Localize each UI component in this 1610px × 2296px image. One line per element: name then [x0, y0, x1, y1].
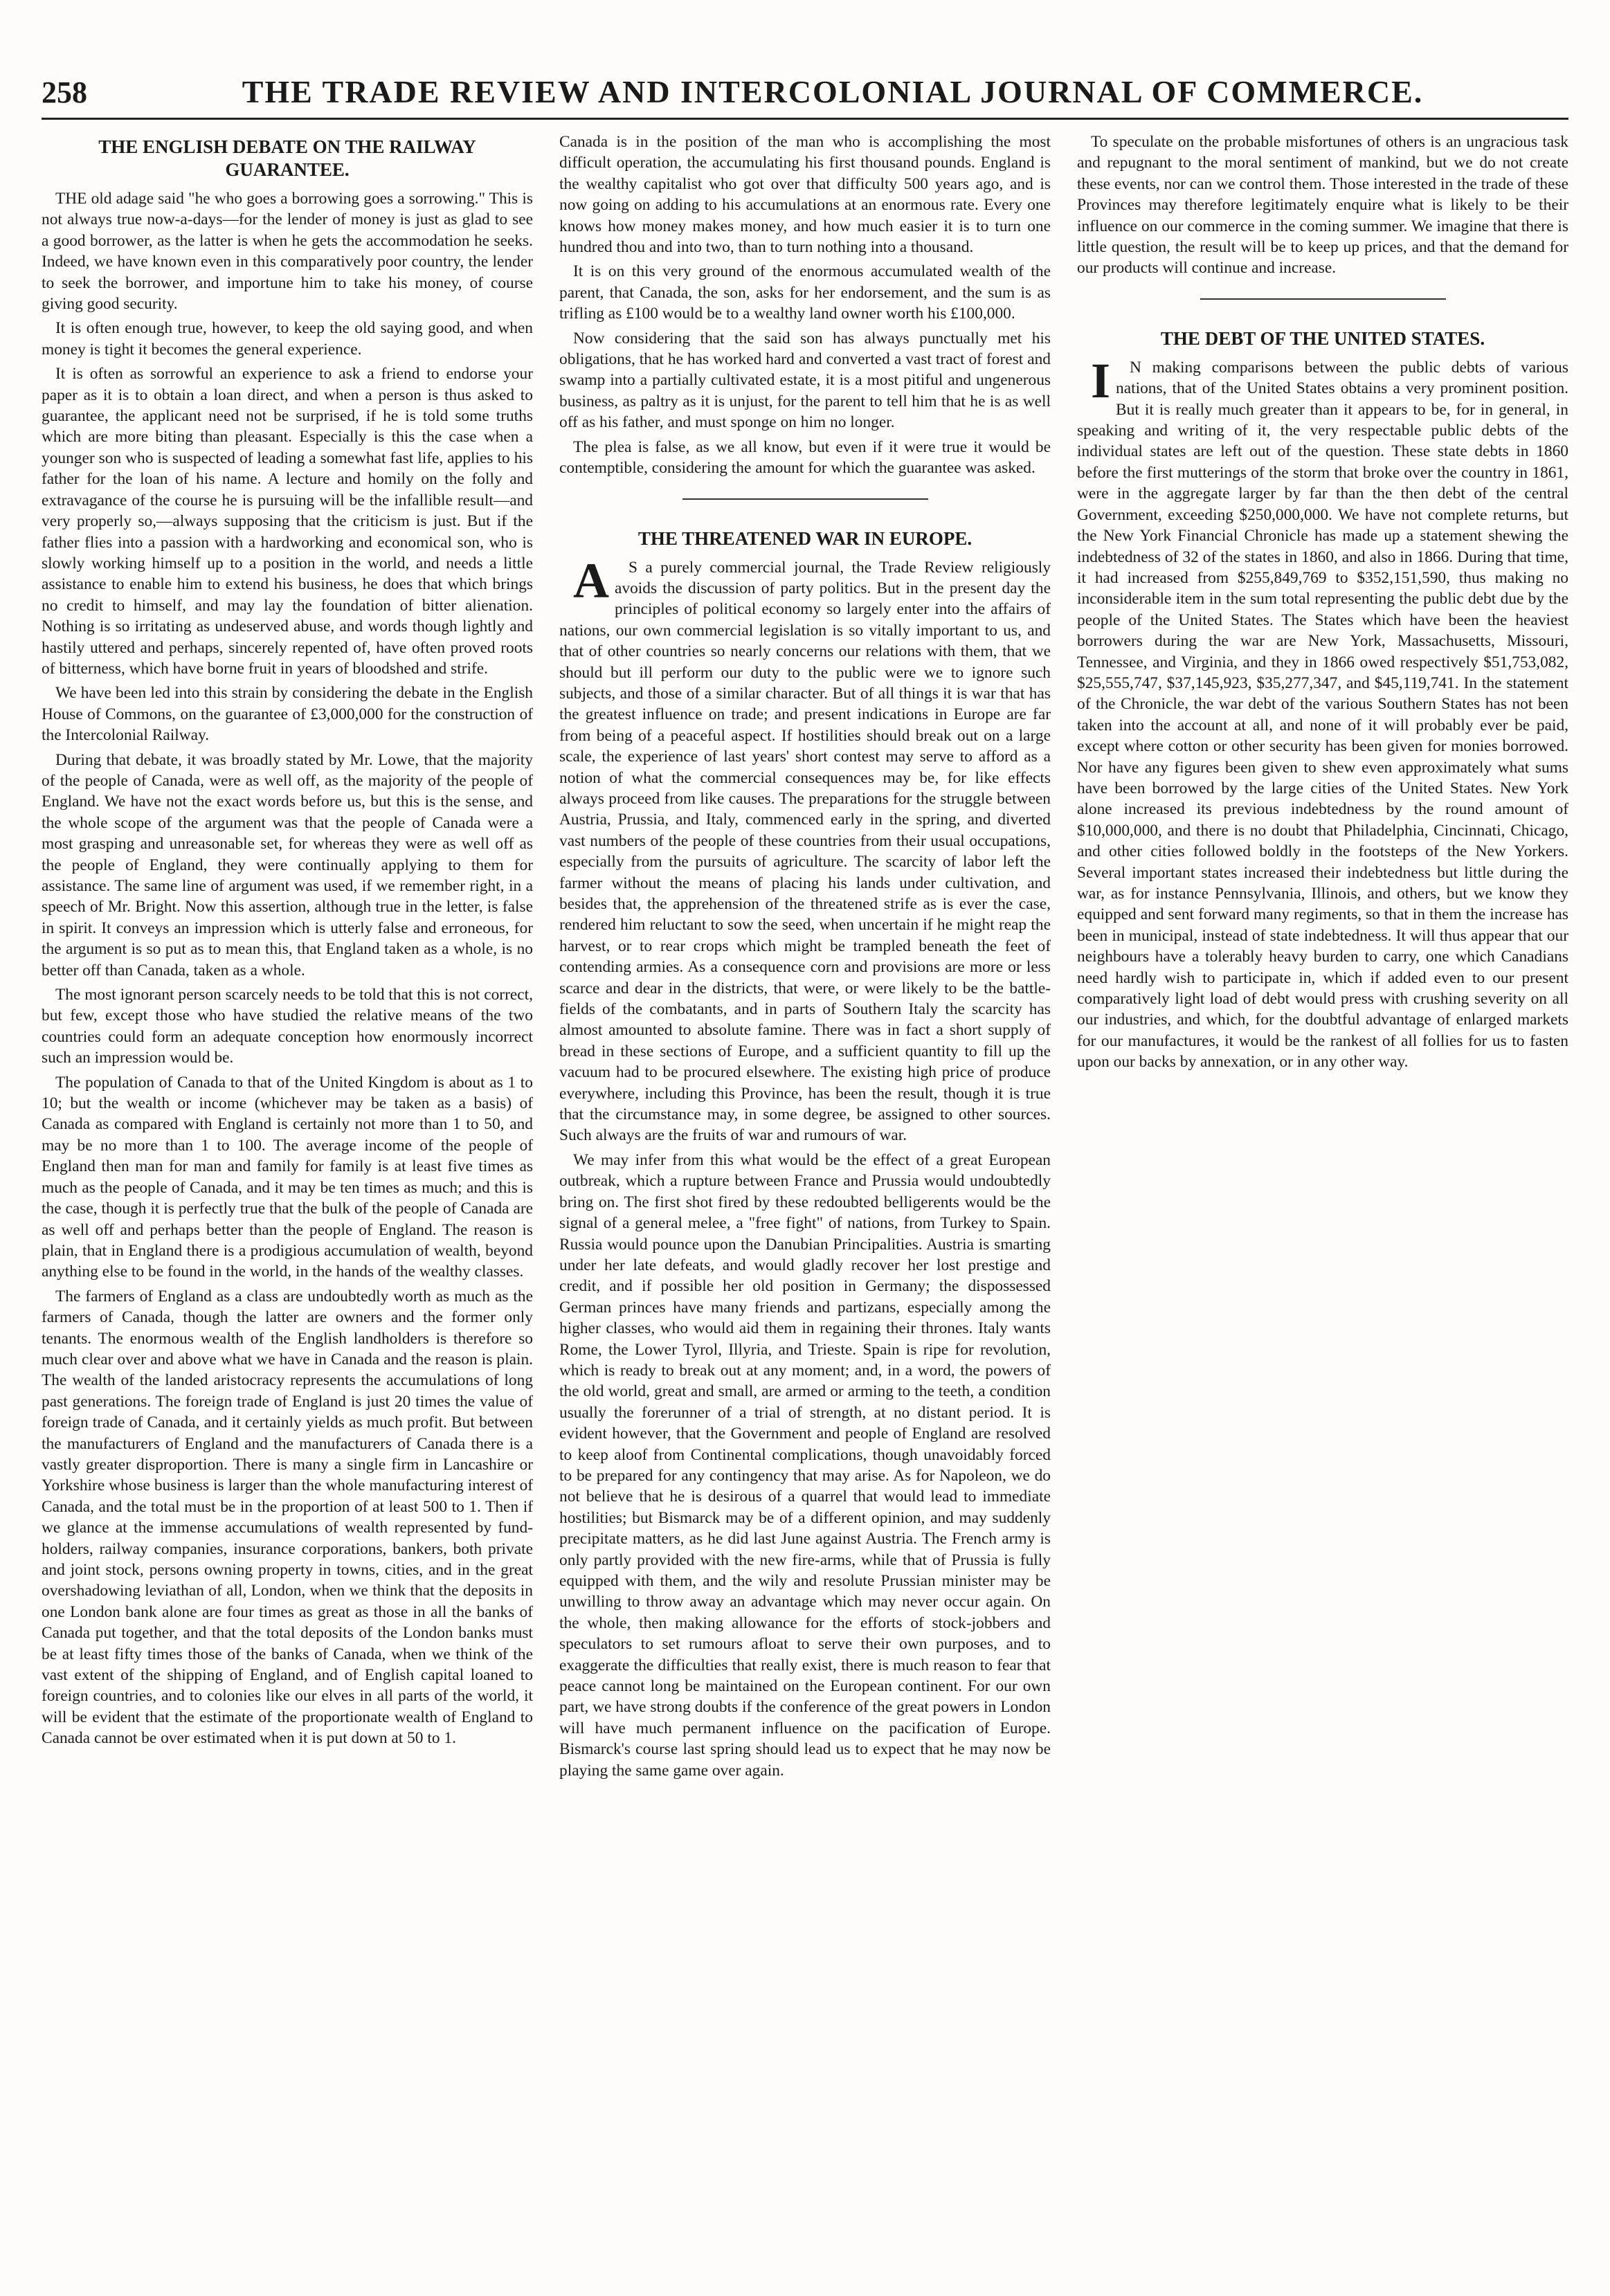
section-divider: [682, 498, 928, 500]
paragraph: IN making comparisons between the public debts of various nations, that of the United States obtains a very prominent position. But it is really much greater than it appears to be, for in general, in speaking and writing of it, the very respectable public debts of the individual states are left out of the question. These state debts in 1860 before the first mutterings of the storm that broke over the country in 1861, were in the aggregate larger by far than the then debt of the central Government, exceeding $250,000,000. We have not complete returns, but the New York Financial Chronicle has made up a statement shewing the indebtedness of 32 of the states in 1860, and also in 1866. During that time, it had increased from $255,849,769 to $352,151,590, thus making no inconsiderable item in the sum total representing the public debt due by the people of the United States. The States which have been the heaviest borrowers during the war are New York, Massachusetts, Missouri, Tennessee, and Virginia, and they in 1866 owed respectively $51,753,082, $25,555,747, $37,145,923, $35,277,347, and $45,119,741. In the statement of the Chronicle, the war debt of the various Southern States has not been taken into the account at all, and none of it will probably ever be paid, except where cotton or other security has been given for monies borrowed. Nor have any figures been given to shew even approximately what sums have been borrowed by the large cities of the United States. New York alone increased its previous indebtedness by the round amount of $10,000,000, and there is no doubt that Philadelphia, Cincinnati, Chicago, and other cities followed boldly in the footsteps of the New Yorkers. Several important states increased their indebtedness but little during the war, as for instance Pennsylvania, Illinois, and others, but we know they equipped and sent forward many regiments, so that in them the increase has been in municipal, instead of state indebtedness. It will thus appear that our neighbours have a tolerably heavy burden to carry, one which Canadians need hardly wish to participate in, which if added even to our present comparatively light load of debt would press with crushing severity on all our industries, and which, for the doubtful advantage of enlarged markets for our manufactures, it would be the rankest of all follies for us to fasten upon our backs by annexation, or in any other way.: [1077, 352, 1568, 1072]
paragraph: We have been led into this strain by considering the debate in the English House of Commons, on the guarantee of £3,000,000 for the construction of the Intercolonial Railway.: [42, 684, 533, 745]
section-divider: [1200, 298, 1446, 300]
journal-title: THE TRADE REVIEW AND INTERCOLONIAL JOURNAL OF COMMERCE.: [242, 74, 1424, 109]
paragraph: AS a purely commercial journal, the Trade Review religiously avoids the discussion of party politics. But in the present day the principles of political economy so largely enter into the affairs of nations, our own commercial legislation is so vitally important to us, and that of other countries so nearly concerns our relations with them, that we should but ill perform our duty to the public were we to ignore such subjects, and those of a similar character. But of all things it is war that has the greatest influence on trade; and present indications in Europe are far from being of a peaceful aspect. If hostilities should break out on a large scale, the experience of last years' short contest may serve to afford as a notion of what the commercial consequences may be, for like effects always proceed from like causes. The preparations for the struggle between Austria, Prussia, and Italy, commenced early in the spring, and diverted vast numbers of the people of these countries from their usual occupations, especially from the pursuits of agriculture. The scarcity of labor left the farmer without the means of placing his lands under cultivation, and besides that, the apprehension of the threatened strife as is ever the case, rendered him reluctant to sow the seed, when uncertain if he might reap the harvest, or to rear crops which might be trampled beneath the feet of contending armies. As a consequence corn and provisions are more or less scarce and dear in the districts, that were, or were likely to be the battle-fields of the combatants, and in parts of Southern Italy the scarcity has almost amounted to absolute famine. There was in fact a short supply of bread in these sections of Europe, and a sufficient quantity to fill up the vacuum had to be procured elsewhere. The existing high price of produce everywhere, including this Province, has been the result, though it is true that the circumstance may, in some degree, be assigned to other sources. Such always are the fruits of war and rumours of war.: [559, 552, 1051, 1145]
paragraph: The farmers of England as a class are undoubtedly worth as much as the farmers of Canada, though the latter are owners and the former only tenants. The enormous wealth of the English landholders is therefore so much clear over and above what we have in Canada and the reason is plain. The wealth of the landed aristocracy represents the accumulations of long past generations. The foreign trade of England is just 20 times the value of foreign trade of Canada, and it certainly yields as much profit. But between the manufacturers of England and the manufacturers of Canada there is a vastly greater disproportion. There is many a single firm in Lancashire or Yorkshire whose business is larger than the whole manufacturing interest of Canada, and the total must be in the proportion of at least 500 to 1. Then if we glance at the immense accumulations of wealth represented by fund-holders, railway companies, insurance corporations, bankers, both private and joint stock, persons owning property in towns, cities, and in the great overshadowing leviathan of all, London, when we think that the deposits in one London bank alone are four times as great as those in all the banks of Canada put together, and that the total deposits of the London banks must be at least fifty times those of the banks of Canada, when we think of the vast extent of the shipping of England, and of English capital loaned to foreign countries, and to colonies like our elves in all parts of the world, it will be evident that the estimate of the proportionate wealth of England to Canada cannot be over estimated when it is put down at 50 to 1.: [42, 1287, 533, 1748]
paragraph: We may infer from this what would be the effect of a great European outbreak, which a rupture between France and Prussia would undoubtedly bring on. The first shot fired by these redoubted belligerents would be the signal of a general melee, a "free fight" of nations, from Turkey to Spain. Russia would pounce upon the Danubian Principalities. Austria is smarting under her late defeats, and would gladly recover her lost prestige and credit, and if possible her old position in Germany; the dispossessed German princes have many friends and partizans, especially among the higher classes, who would aid them in regaining their thrones. Italy wants Rome, the Lower Tyrol, Illyria, and Trieste. Spain is ripe for revolution, which is ready to break out at any moment; and, in a word, the powers of the old world, great and small, are armed or arming to the teeth, a condition usually the forerunner of a trial of strength, at no distant period. It is evident however, that the Government and people of England are resolved to keep aloof from Continental complications, though unavoidably forced to be prepared for any contingency that may arise. As for Napoleon, we do not believe that he is desirous of a quarrel that would lead to immediate hostilities; but Bismarck may be of a different opinion, and may suddenly precipitate matters, as he did last June against Austria. The French army is only partly provided with the new fire-arms, while that of Prussia is fully equipped with them, and the wily and resolute Prussian minister may be unwilling to throw away an advantage which may never occur again. On the whole, then making allowance for the efforts of stock-jobbers and speculators to set rumours afloat to serve their own purposes, and to exaggerate the difficulties that really exist, there is much reason to fear that peace cannot long be maintained on the European continent. For our own part, we have strong doubts if the conference of the great powers in London will have much permanent influence on the pacification of Europe. Bismarck's course last spring should lead us to expect that he may now be playing the same game over again.: [559, 1150, 1051, 1780]
column-3: [1077, 132, 1568, 2263]
column-2: [559, 132, 1051, 2263]
paragraph: To speculate on the probable misfortunes of others is an ungracious task and repugnant to the moral sentiment of mankind, but we do not create these events, nor can we control them. Those interested in the trade of these Provinces may therefore legitimately enquire what is likely to be their influence on our commerce in the coming summer. We imagine that there is little question, the result will be to keep up prices, and that the demand for our products will continue and increase.: [1077, 133, 1568, 278]
paragraph: Canada is in the position of the man who is accomplishing the most difficult operation, the accumulating his first thousand pounds. England is the wealthy capitalist who got over that difficulty 500 years ago, and is now going on adding to his accumulations at an enormous rate. Every one knows how money makes money, and how much easier it is to turn one hundred thou and into two, than to turn nothing into a thousand.: [559, 133, 1051, 257]
article-columns: [42, 132, 1568, 2263]
paragraph: The plea is false, as we all know, but even if it were true it would be contemptible, considering the amount for which the guarantee was asked.: [559, 437, 1051, 478]
column-1: [42, 132, 533, 2263]
paragraph: During that debate, it was broadly stated by Mr. Lowe, that the majority of the people of Canada, were as well off, as the majority of the people of England. We have not the exact words before us, but this is the sense, and the whole scope of the argument was that the people of Canada were a most grasping and unreasonable set, for whereas they were as well off as the people of England, they were continually applying to them for assistance. The same line of argument was used, if we remember right, in a speech of Mr. Bright. Now this assertion, although true in the letter, is false in spirit. It conveys an impression which is utterly false and erroneous, for the argument is so put as to mean this, that England taken as a whole, is no better off than Canada, taken as a whole.: [42, 750, 533, 979]
article-title-war: THE THREATENED WAR IN EUROPE.: [637, 527, 973, 549]
paragraph: It is often as sorrowful an experience to ask a friend to endorse your paper as it is to obtain a loan direct, and when a person is thus asked to guarantee, the applicant need not be surprised, if he is told some truths which are more biting than pleasant. Especially is this the case when a younger son who is suspected of leading a somewhat fast life, applies to his father for the loan of his name. A lecture and homily on the folly and extravagance of the course he is pursuing will be the infallible result—and very properly so,—always supposing that the criticism is just. But if the father flies into a passion with a hardworking and economical son, who is slowly working himself up to a position in the world, and needs a little assistance to enable him to extend his business, he does that which brings no credit to himself, and may lay the foundation of bitter alienation. Nothing is so irritating as undeserved abuse, and words though lightly and hastily uttered and perhaps, sincerely repented of, have often proved roots of bitterness, which have borne fruit in years of bloodshed and strife.: [42, 365, 533, 678]
paragraph: The most ignorant person scarcely needs to be told that this is not correct, but few, except those who have studied the relative means of the two countries could form an adequate conception how enormously incorrect such an impression would be.: [42, 986, 533, 1067]
paragraph: THE old adage said "he who goes a borrowing goes a sorrowing." This is not always true now-a-days—for the lender of money is just as glad to see a good borrower, as the latter is when he gets the accommodation he seeks. Indeed, we have known even in this comparatively poor country, the lender to seek the borrower, and importune him to take his money, of course giving good security.: [42, 190, 533, 314]
page-number: 258: [42, 75, 87, 109]
paragraph: Now considering that the said son has always punctually met his obligations, that he has worked hard and converted a vast tract of forest and swamp into a partially cultivated estate, it is a most pitiful and ungenerous business, as paltry as it is unjust, for the parent to tell him that he is as well off as his father, and must sponge on him no longer.: [559, 329, 1051, 432]
page-header: [42, 69, 1568, 120]
article-title-debt: THE DEBT OF THE UNITED STATES.: [1160, 327, 1485, 349]
paragraph: It is on this very ground of the enormous accumulated wealth of the parent, that Canada, the son, asks for her endorsement, and the sum is as trifling as £100 would be to a wealthy land owner worth his £100,000.: [559, 262, 1051, 323]
paragraph: The population of Canada to that of the United Kingdom is about as 1 to 10; but the wealth or income (whichever may be taken as a basis) of Canada as compared with England is certainly not more than 1 to 50, and may be no more than 1 to 100. The average income of the people of England then man for man and family for family is at least five times as much as the people of Canada, and it may be ten times as much; and this is the case, though it is perfectly true that the bulk of the people of Canada are as well off and perhaps better than the people of England. The reason is plain, that in England there is a prodigious accumulation of wealth, beyond anything else to be found in the world, in the hands of the wealthy classes.: [42, 1073, 533, 1281]
article-title-railway: THE ENGLISH DEBATE ON THE RAILWAY GUARANTEE.: [98, 136, 476, 180]
paragraph: It is often enough true, however, to keep the old saying good, and when money is tight it becomes the general experience.: [42, 319, 533, 359]
